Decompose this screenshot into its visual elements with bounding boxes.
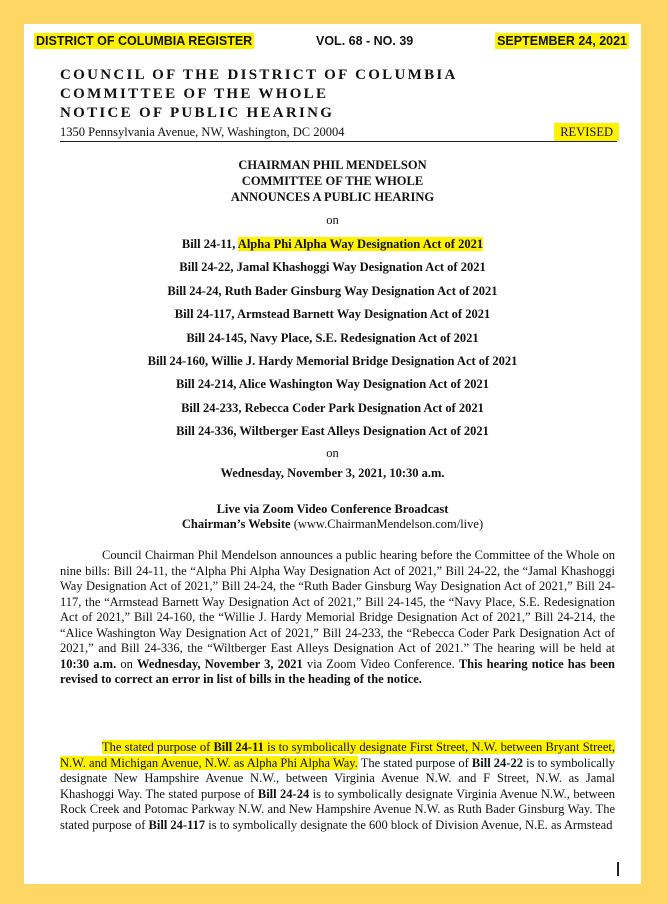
bill-title: Armstead Barnett Way Designation Act of 2021 (236, 307, 491, 322)
register-volume: VOL. 68 - NO. 39 (316, 34, 414, 48)
bill-item (24, 256, 641, 279)
bill-title: Ruth Bader Ginsburg Way Designation Act of 2021 (224, 283, 498, 298)
bill-number: Bill 24-336, (176, 424, 240, 439)
council-address: 1350 Pennsylvania Avenue, NW, Washington, DC 20004 (60, 125, 345, 139)
paragraph-text: The stated purpose of (357, 755, 472, 770)
broadcast-info (24, 502, 641, 532)
paragraph-purposes (60, 740, 615, 833)
paragraph-text: is to symbolically designate New Hampshire Avenue N.W., between Virginia Avenue N.W. and F Street, N.W. as Jamal Khashoggi Way. The stated purpose of (60, 755, 616, 801)
bill-title: Jamal Khashoggi Way Designation Act of 2021 (236, 260, 486, 275)
bill-list (24, 233, 641, 444)
bill-title: Willie J. Hardy Memorial Bridge Designation Act of 2021 (210, 353, 518, 368)
paragraph-text: is to symbolically designate the 600 block of Division Avenue, N.E. as Armstead (205, 817, 613, 832)
hearing-time: 10:30 a.m. (60, 656, 117, 671)
paragraph-text: via Zoom Video Conference. (302, 656, 459, 671)
bill-title: Rebecca Coder Park Designation Act of 2021 (244, 400, 484, 415)
bill-number: Bill 24-160, (147, 353, 211, 368)
bill-item (24, 303, 641, 326)
register-name: DISTRICT OF COLUMBIA REGISTER (36, 34, 253, 48)
council-heading (60, 66, 617, 142)
website-url[interactable]: (www.ChairmanMendelson.com/live) (290, 517, 484, 531)
text-cursor-mark (617, 862, 619, 876)
bill-number: Bill 24-117, (174, 307, 237, 322)
council-line: COMMITTEE OF THE WHOLE (60, 86, 329, 102)
paragraph-text: is to symbolically designate Virginia Avenue N.W., between Rock Creek and Potomac Parkway N.W. and New Hampshire Avenue N.W. as Ruth Bader Ginsburg Way. The stated purpose of (60, 786, 616, 832)
highlighted-bill: Bill 24-11 (213, 740, 264, 754)
paragraph-announcement (60, 548, 615, 688)
hearing-date-inline: Wednesday, November 3, 2021 (137, 656, 303, 671)
paragraph-text: Council Chairman Phil Mendelson announces a public hearing before the Committee of the Whole on nine bills: Bill 24-11, the “Alpha Phi Alpha Way Designation Act of 2021,” Bill 24-22, the “Jamal Khashoggi Way Designation Act of 2021,” Bill 24-24, the “Ruth Bader Ginsburg Way Designation Act of 2021,” Bill 24-117, the “Armstead Barnett Way Designation Act of 2021,” Bill 24-145, the “Navy Place, S.E. Redesignation Act of 2021,” Bill 24-160, the “Willie J. Hardy Memorial Bridge Designation Act of 2021,” Bill 24-214, the “Alice Washington Way Designation Act of 2021,” Bill 24-233, the “Rebecca Coder Park Designation Act of 2021,” and Bill 24-336, the “Wiltberger East Alleys Designation Act of 2021.” The hearing will be held at (60, 548, 615, 655)
bill-number: Bill 24-214, (175, 377, 239, 392)
bill-number: Bill 24-145, (186, 330, 250, 345)
bill-item (24, 327, 641, 350)
announce-line: COMMITTEE OF THE WHOLE (241, 174, 424, 188)
highlighted-text: The stated purpose of (102, 740, 214, 754)
bill-title: Alice Washington Way Designation Act of 2021 (238, 377, 490, 392)
bill-ref: Bill 24-22 (471, 755, 523, 770)
highlighted-text: is to symbolically designate First Street, N.W. between Bryant Street, N.W. and Michigan Avenue, N.W. as Alpha Phi Alpha Way. (60, 740, 616, 770)
bill-item (24, 420, 641, 443)
bill-item (24, 280, 641, 303)
hearing-date: Wednesday, November 3, 2021, 10:30 a.m. (220, 466, 445, 480)
announce-line: CHAIRMAN PHIL MENDELSON (238, 158, 427, 172)
bill-item (24, 373, 641, 396)
revised-badge: REVISED (554, 123, 619, 141)
bill-title: Navy Place, S.E. Redesignation Act of 2021 (249, 330, 479, 345)
bill-ref: Bill 24-24 (257, 786, 310, 801)
bill-number: Bill 24-22, (179, 260, 237, 275)
website-label: Chairman’s Website (181, 517, 291, 531)
bill-item (24, 350, 641, 373)
bill-number: Bill 24-24, (167, 283, 225, 298)
bill-item (24, 397, 641, 420)
on-label: on (326, 213, 339, 227)
register-header (34, 30, 629, 52)
revision-note: This hearing notice has been revised to correct an error in list of bills in the heading of the notice. (60, 656, 616, 686)
bill-title: Alpha Phi Alpha Way Designation Act of 2021 (237, 237, 484, 251)
bill-number: Bill 24-233, (181, 400, 245, 415)
paragraph-text: on (116, 656, 138, 671)
on-label: on (326, 446, 339, 460)
website-line (24, 517, 641, 532)
announcement (24, 157, 641, 205)
address-row (60, 123, 617, 142)
bill-title: Wiltberger East Alleys Designation Act of 2021 (239, 424, 489, 439)
council-line: COUNCIL OF THE DISTRICT OF COLUMBIA (60, 67, 458, 83)
council-line: NOTICE OF PUBLIC HEARING (60, 105, 335, 121)
bill-number: Bill 24-11, (181, 237, 238, 251)
bill-ref: Bill 24-117 (148, 817, 206, 832)
register-date: SEPTEMBER 24, 2021 (497, 34, 627, 48)
broadcast-line: Live via Zoom Video Conference Broadcast (216, 502, 449, 516)
bill-item (24, 233, 641, 256)
document-page (24, 24, 641, 884)
announce-line: ANNOUNCES A PUBLIC HEARING (230, 190, 435, 204)
